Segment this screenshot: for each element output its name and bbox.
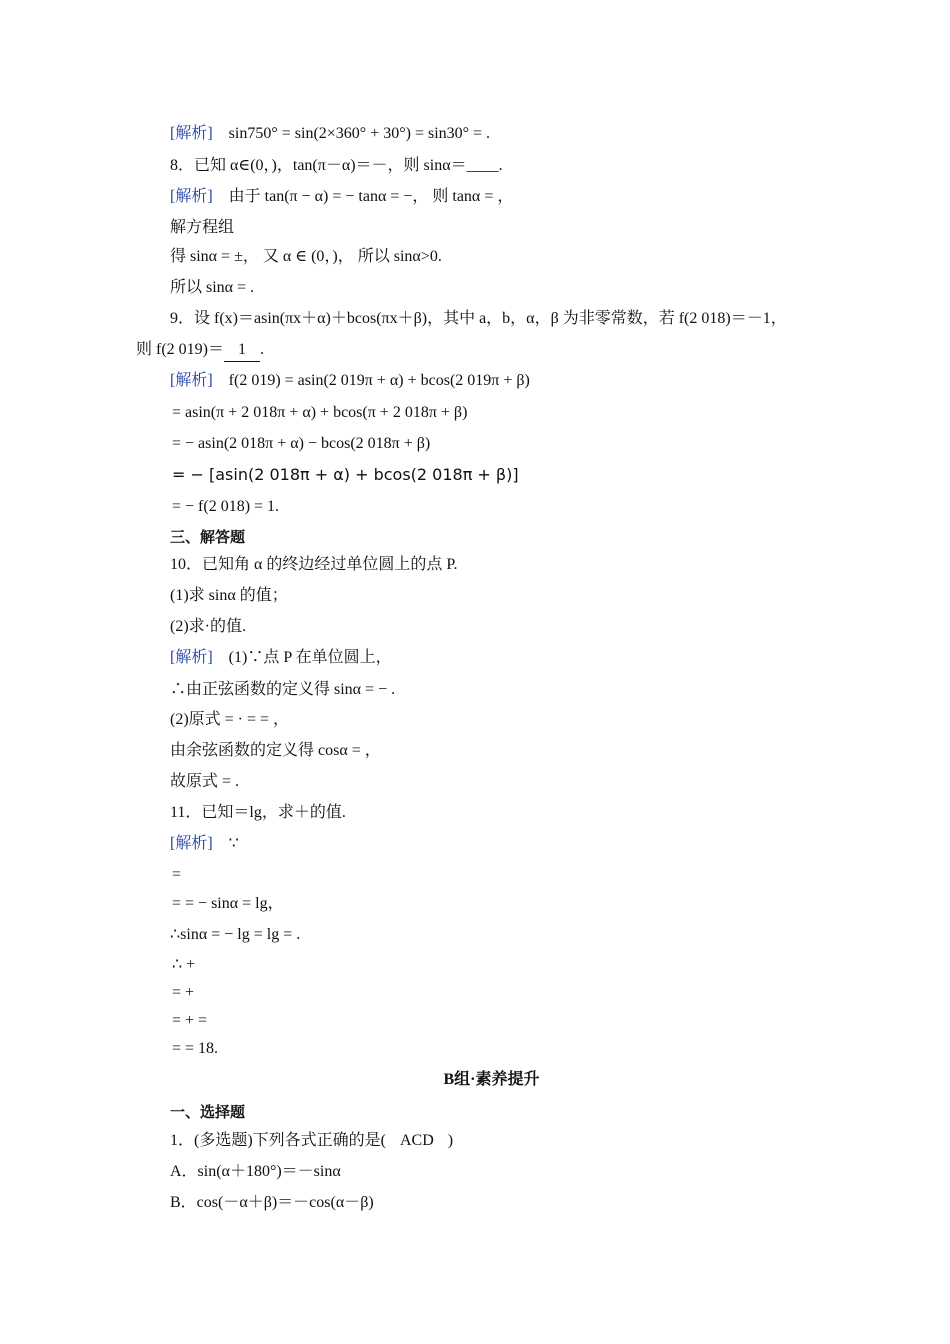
solution-text: sin750° = sin(2×360° + 30°) = sin30° = . <box>228 125 491 142</box>
solution-text: ∴由正弦函数的定义得 sinα = − . <box>170 681 396 698</box>
section-title: 一、选择题 <box>170 1103 246 1121</box>
solution-tag: [解析] <box>170 649 213 666</box>
question-10 <box>170 554 458 576</box>
question-text: (2)求·的值. <box>170 618 246 635</box>
solution-text: = − asin(2 018π + α) − bcos(2 018π + β) <box>172 435 431 452</box>
option-text: A．sin(α＋180°)＝－sinα <box>170 1163 341 1180</box>
solution-line <box>170 370 530 392</box>
solution-tag: [解析] <box>170 372 213 389</box>
question-text: . <box>260 341 264 358</box>
solution-line <box>172 496 279 518</box>
question-10-part-2 <box>170 616 246 638</box>
section-title: 三、解答题 <box>170 528 246 546</box>
solution-line <box>172 1038 218 1060</box>
question-11 <box>170 802 346 824</box>
solution-text: f(2 019) = asin(2 019π + α) + bcos(2 019π + β) <box>228 372 530 389</box>
solution-tag: [解析] <box>170 125 213 142</box>
question-10-part-1 <box>170 585 288 607</box>
question-text: 8．已知 α∈(0，)，tan(π－α)＝－，则 sinα＝____. <box>170 157 503 174</box>
solution-text: (1)∵点 P 在单位圆上， <box>228 649 392 666</box>
solution-line <box>170 123 490 145</box>
solution-text: = − [asin(2 018π + α) + bcos(2 018π + β)] <box>172 465 519 484</box>
solution-text: ∴ + <box>172 956 196 973</box>
question-text: 11．已知＝lg，求＋的值. <box>170 804 346 821</box>
solution-line <box>172 954 195 976</box>
question-text: 1．(多选题)下列各式正确的是( <box>170 1132 386 1149</box>
question-text: ) <box>447 1132 454 1149</box>
option-b <box>170 1192 374 1214</box>
question-1 <box>170 1130 453 1152</box>
question-9 <box>170 308 787 330</box>
solution-text: 所以 sinα = . <box>170 279 255 296</box>
solution-line <box>172 982 194 1004</box>
solution-line <box>170 924 300 946</box>
answer-choice: ACD <box>400 1132 434 1149</box>
solution-line <box>170 647 392 669</box>
solution-line <box>170 833 239 855</box>
section-heading <box>170 526 245 548</box>
solution-line <box>170 679 395 701</box>
question-text: (1)求 sinα 的值； <box>170 587 288 604</box>
solution-text: 由余弦函数的定义得 cosα = ， <box>170 742 381 759</box>
group-title: B组·素养提升 <box>443 1071 540 1088</box>
solution-tag: [解析] <box>170 188 213 205</box>
solution-line <box>170 217 234 239</box>
option-text: B．cos(－α＋β)＝－cos(α－β) <box>170 1194 374 1211</box>
question-text: 则 f(2 019)＝ <box>136 341 224 358</box>
group-heading <box>0 1069 950 1091</box>
question-9-continued <box>136 339 264 362</box>
solution-line <box>170 246 442 268</box>
solution-text: 得 sinα = ±， 又 α ∈ (0，)， 所以 sinα>0. <box>170 248 442 265</box>
solution-text: = + <box>172 984 195 1001</box>
solution-line <box>172 464 519 486</box>
solution-text: 由于 tan(π − α) = − tanα = −， 则 tanα = ， <box>228 188 514 205</box>
solution-line <box>172 402 467 424</box>
solution-line <box>172 433 430 455</box>
solution-text: 解方程组 <box>170 219 235 236</box>
solution-text: = − f(2 018) = 1. <box>172 498 280 515</box>
question-text: 10．已知角 α 的终边经过单位圆上的点 P. <box>170 556 458 573</box>
solution-text: = asin(π + 2 018π + α) + bcos(π + 2 018π + β) <box>172 404 468 421</box>
solution-text: ∵ <box>228 835 239 852</box>
solution-text: ∴sinα = − lg = lg = . <box>170 926 301 943</box>
solution-text: (2)原式 = · = = ， <box>170 711 290 728</box>
solution-line <box>170 277 254 299</box>
option-a <box>170 1161 341 1183</box>
section-heading <box>170 1101 245 1123</box>
solution-text: 故原式 = . <box>170 773 240 790</box>
question-8 <box>170 155 503 177</box>
solution-line <box>172 893 284 915</box>
answer-blank: 1 <box>224 339 260 362</box>
solution-line <box>170 771 239 793</box>
solution-line <box>172 1010 207 1032</box>
solution-text: = + = <box>172 1012 208 1029</box>
solution-tag: [解析] <box>170 835 213 852</box>
question-text: 9．设 f(x)＝asin(πx＋α)＋bcos(πx＋β)，其中 a，b，α，β 为非零常数，若 f(2 018)＝－1， <box>170 310 787 327</box>
solution-text: = = − sinα = lg， <box>172 895 284 912</box>
solution-line <box>170 186 513 208</box>
solution-text: = <box>172 866 182 883</box>
solution-text: = = 18. <box>172 1040 219 1057</box>
solution-line <box>172 864 181 886</box>
solution-line <box>170 740 381 762</box>
solution-line <box>170 709 289 731</box>
